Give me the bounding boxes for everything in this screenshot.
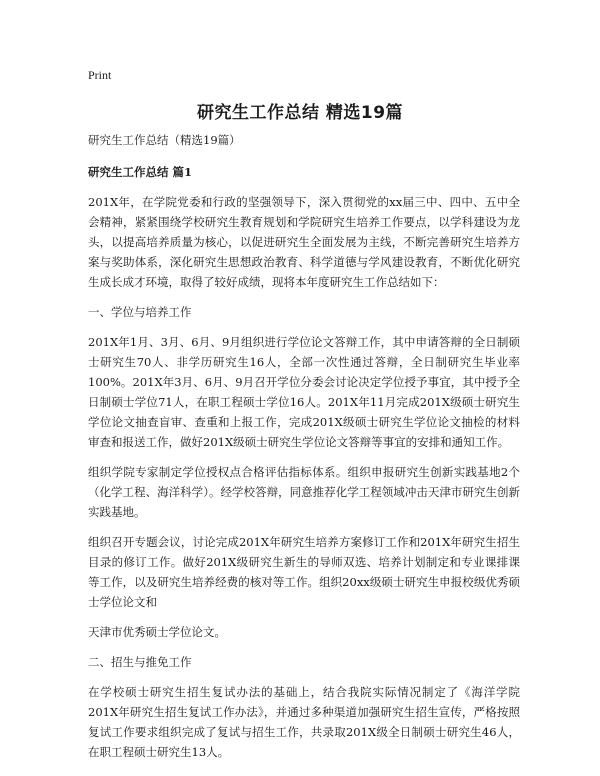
print-link[interactable]: Print [88, 68, 112, 82]
heading-admissions: 二、招生与推免工作 [88, 655, 192, 669]
document-body [88, 130, 520, 772]
paragraph-evaluation: 组织学院专家制定学位授权点合格评估指标体系。组织申报研究生创新实践基地2个（化学工程、海洋科学）。经学校答辩，同意推荐化学工程领域冲击天津市研究生创新实践基地。 [88, 465, 520, 519]
paragraph-tianjin-thesis: 天津市优秀硕士学位论文。 [88, 625, 226, 639]
paragraph-intro: 201X年，在学院党委和行政的坚强领导下，深入贯彻党的xx届三中、四中、五中全会精神，紧紧围绕学校研究生教育规划和学院研究生培养工作要点，以学科建设为龙头，以提高培养质量为核心，以促进研究生全面发展为主线，不断完善研究生培养方案与奖助体系，深化研究生思想政治教育、科学道德与学风建设教育，不断优化研究生成长成才环境，取得了较好成绩，现将本年度研究生工作总结如下： [88, 195, 520, 289]
paragraph-curriculum: 组织召开专题会议，讨论完成201X年研究生培养方案修订工作和201X年研究生招生目录的修订工作。做好201X级研究生新生的导师双选、培养计划制定和专业课排课等工作，以及研究生培养经费的核对等工作。组织20xx级硕士研究生申报校级优秀硕士学位论文和 [88, 535, 520, 609]
paragraph-degree-work: 201X年1月、3月、6月、9月组织进行学位论文答辩工作，其中申请答辩的全日制硕士研究生70人、非学历研究生16人，全部一次性通过答辩，全日制研究生毕业率100%。201X年3月、6月、9月召开学位分委会讨论决定学位授予事宜，其中授予全日制硕士学位71人，在职工程硕士学位16人。201X年11月完成201X级硕士研究生学位论文抽查盲审、查重和上报工作，完成201X级硕士研究生学位论文抽检的材料审查和报送工作，做好201X级硕士研究生学位论文答辩等事宜的安排和通知工作。 [88, 335, 520, 449]
heading-degree-training: 一、学位与培养工作 [88, 305, 192, 319]
document-subtitle: 研究生工作总结（精选19篇） [88, 133, 241, 147]
document-title: 研究生工作总结 精选19篇 [196, 103, 404, 123]
section-heading: 研究生工作总结 篇1 [88, 165, 193, 179]
paragraph-admissions: 在学校硕士研究生招生复试办法的基础上，结合我院实际情况制定了《海洋学院201X年研究生招生复试工作办法》，并通过多种渠道加强研究生招生宣传，严格按照复试工作要求组织完成了复试与招生工作，共录取201X级全日制硕士研究生46人，在职工程硕士研究生13人。 [88, 685, 520, 759]
